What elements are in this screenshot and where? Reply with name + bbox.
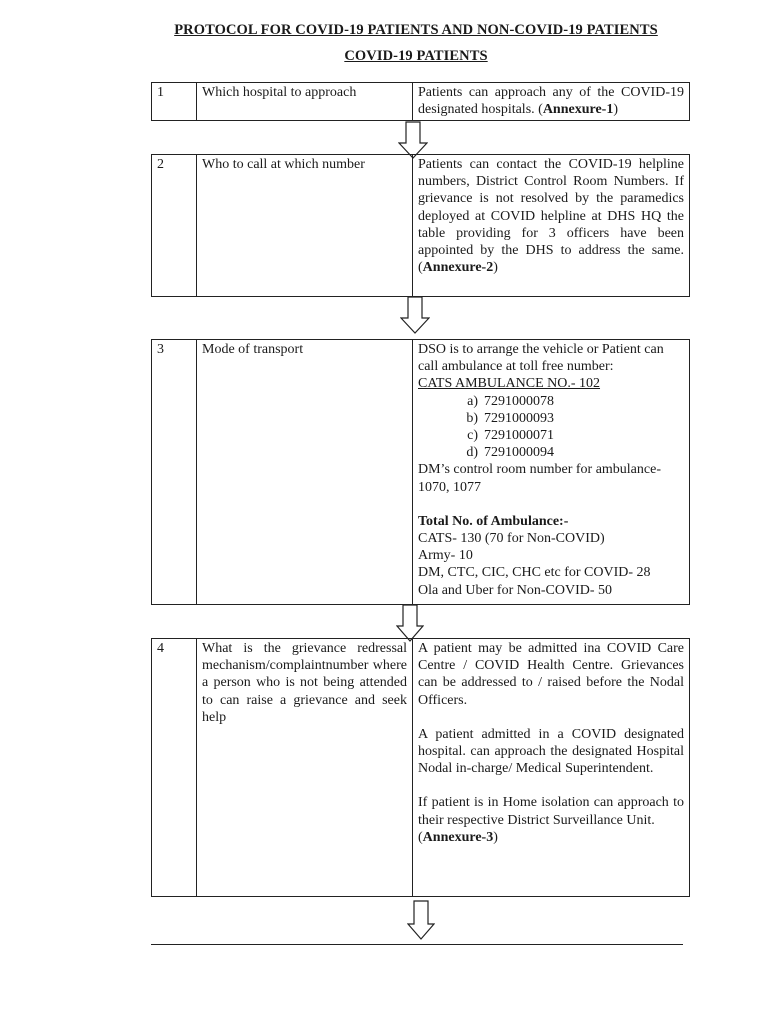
- protocol-row-1: [151, 82, 690, 121]
- grievance-paragraph-1: A patient may be admitted ina COVID Care Centre / COVID Health Centre. Grievances can be addressed to / raised before the Nodal Officers.: [418, 641, 684, 708]
- cats-ambulance-heading: CATS AMBULANCE NO.- 102: [418, 376, 601, 392]
- list-letter: d): [466, 445, 478, 461]
- grievance-paragraph-3: If patient is in Home isolation can approach to their respective District Surveillance Unit.: [418, 795, 684, 828]
- open-paren: (: [418, 829, 423, 845]
- answer-text: Patients can approach any of the COVID-19 designated hospitals. (: [418, 85, 684, 118]
- row-answer: [413, 340, 690, 605]
- total-line: CATS- 130 (70 for Non-COVID): [418, 531, 605, 547]
- annexure-reference: Annexure-1: [542, 102, 614, 118]
- annexure-reference: Annexure-3: [422, 829, 494, 845]
- row-number: 2: [152, 155, 197, 297]
- total-line: Ola and Uber for Non-COVID- 50: [418, 582, 613, 598]
- row-number: 3: [152, 340, 197, 605]
- total-ambulance-heading: Total No. of Ambulance:-: [418, 513, 569, 529]
- list-letter: b): [466, 410, 478, 426]
- answer-text: Patients can contact the COVID-19 helpline numbers, District Control Room Numbers. If grievance is not resolved by the paramedics deployed at COVID helpline at DHS HQ the table providing for 3 officers have been appointed by the DHS to address the same. (: [418, 157, 684, 276]
- section-title: COVID-19 PATIENTS: [344, 48, 488, 64]
- close-paren: ): [613, 102, 619, 118]
- close-paren: ): [493, 260, 498, 276]
- row-question: What is the grievance redressal mechanism/complaintnumber where a person who is not being attended to can raise a grievance and seek help: [197, 639, 413, 897]
- page-title: PROTOCOL FOR COVID-19 PATIENTS AND NON-COVID-19 PATIENTS: [174, 22, 658, 38]
- total-line: Army- 10: [418, 548, 473, 564]
- row-number: 4: [152, 639, 197, 897]
- row-answer: [413, 155, 690, 297]
- phone-number: 7291000094: [484, 445, 554, 461]
- annexure-line: [418, 829, 684, 846]
- transport-intro: DSO is to arrange the vehicle or Patient can call ambulance at toll free number:: [418, 342, 664, 375]
- row-question: Who to call at which number: [197, 155, 413, 297]
- grievance-paragraph-2: A patient admitted in a COVID designated hospital. can approach the designated Hospital Nodal in-charge/ Medical Superintendent.: [418, 726, 684, 777]
- list-item: [418, 410, 684, 427]
- list-item: [418, 444, 684, 461]
- list-item: [418, 393, 684, 410]
- down-arrow-icon: [400, 296, 430, 334]
- row-answer: [413, 83, 690, 121]
- phone-number: 7291000071: [484, 428, 554, 444]
- ambulance-number-list: [418, 393, 684, 462]
- protocol-row-2: [151, 154, 690, 297]
- annexure-reference: Annexure-2: [422, 260, 494, 276]
- down-arrow-icon: [407, 900, 435, 940]
- list-item: [418, 427, 684, 444]
- down-arrow-icon: [396, 604, 424, 642]
- phone-number: 7291000093: [484, 410, 554, 426]
- row-question: Mode of transport: [197, 340, 413, 605]
- list-letter: c): [467, 428, 478, 444]
- protocol-row-4: [151, 638, 690, 897]
- total-line: DM, CTC, CIC, CHC etc for COVID- 28: [418, 565, 651, 581]
- row-question: Which hospital to approach: [197, 83, 413, 121]
- row-answer: [413, 639, 690, 897]
- dm-control-room-text: DM’s control room number for ambulance- 1070, 1077: [418, 462, 661, 495]
- row-number: 1: [152, 83, 197, 121]
- protocol-row-3: [151, 339, 690, 605]
- close-paren: ): [493, 829, 498, 845]
- phone-number: 7291000078: [484, 393, 554, 409]
- section-divider: [151, 944, 683, 945]
- list-letter: a): [467, 393, 478, 409]
